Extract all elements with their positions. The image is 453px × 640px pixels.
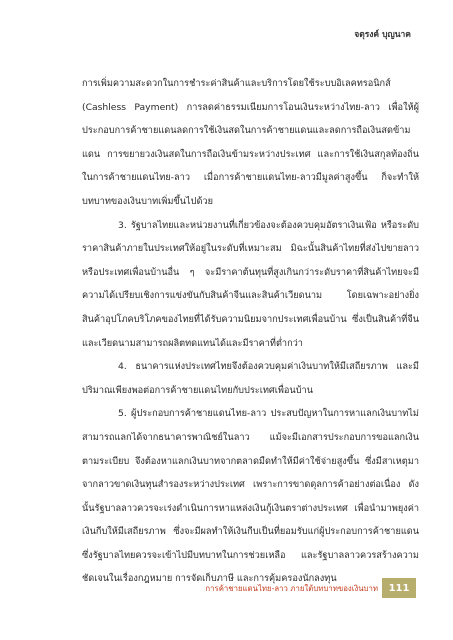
body-text xyxy=(82,72,419,591)
footer-book-title: การค้าชายแดนไทย-ลาว ภายใต้บทบาทของเงินบาท xyxy=(205,584,378,593)
page-number: 111 xyxy=(388,582,410,594)
running-header-author: จตุรงค์ บุญนาค xyxy=(354,30,411,40)
paragraph-item-3: 3. รัฐบาลไทยและหน่วยงานที่เกี่ยวข้องจะต้องควบคุมอัตราเงินเฟ้อ หรือระดับราคาสินค้าภายในประเทศให้อยู่ในระดับที่เหมาะสม มิฉะนั้นสินค้าไทยที่ส่งไปขายลาวหรือประเทศเพื่อนบ้านอื่น ๆ จะมีราคาต้นทุนที่สูงเกินกว่าระดับราคาที่สินค้าไทยจะมีความได้เปรียบเชิงการแข่งขันกับสินค้าจีนและสินค้าเวียดนาม โดยเฉพาะอย่างยิ่งสินค้าอุปโภคบริโภคของไทยที่ได้รับความนิยมจากประเทศเพื่อนบ้าน ซึ่งเป็นสินค้าที่จีนและเวียดนามสามารถผลิตทดแทนได้และมีราคาที่ต่ำกว่า xyxy=(82,219,419,349)
paragraph-item-4: 4. ธนาคารแห่งประเทศไทยจึงต้องควบคุมค่าเงินบาทให้มีเสถียรภาพ และมีปริมาณเพียงพอต่อการค้าชายแดนไทยกับประเทศเพื่อนบ้าน xyxy=(82,361,419,396)
paragraph-item-5: 5. ผู้ประกอบการค้าชายแดนไทย-ลาว ประสบปัญหาในการหาแลกเงินบาทไม่สามารถแลกได้จากธนาคารพาณิชย์ในลาว แม้จะมีเอกสารประกอบการขอแลกเงินตามระเบียบ จึงต้องหาแลกเงินบาทจากตลาดมืดทำให้มีค่าใช้จ่ายสูงขึ้น ซึ่งมีสาเหตุมาจากลาวขาดเงินทุนสำรองระหว่างประเทศ เพราะการขาดดุลการค้าอย่างต่อเนื่อง ดังนั้นรัฐบาลลาวควรจะเร่งดำเนินการหาแหล่งเงินกู้เงินตราต่างประเทศ เพื่อนำมาพยุงค่าเงินกีบให้มีเสถียรภาพ ซึ่งจะมีผลทำให้เงินกีบเป็นที่ยอมรับแก่ผู้ประกอบการค้าชายแดน ซึ่งรัฐบาลไทยควรจะเข้าไปมีบทบาทในการช่วยเหลือ และรัฐบาลลาวควรสร้างความชัดเจนในเรื่องกฎหมาย การจัดเก็บภาษี และการคุ้มครองนักลงทุน xyxy=(82,408,419,585)
page-footer xyxy=(0,578,453,600)
paragraph-cashless-payment: การเพิ่มความสะดวกในการชำระค่าสินค้าและบริการโดยใช้ระบบอิเลคทรอนิกส์ (Cashless Payment) การลดค่าธรรมเนียมการโอนเงินระหว่างไทย-ลาว เพื่อให้ผู้ประกอบการค้าชายแดนลดการใช้เงินสดในการค้าชายแดนและลดการถือเงินสดข้ามแดน การขยายวงเงินสดในการถือเงินข้ามระหว่างประเทศ และการใช้เงินสกุลท้องถิ่นในการค้าชายแดนไทย-ลาว เมื่อการค้าชายแดนไทย-ลาวมีมูลค่าสูงขึ้น ก็จะทำให้บทบาทของเงินบาทเพิ่มขึ้นไปด้วย xyxy=(82,78,419,207)
page-number-badge xyxy=(382,578,416,598)
